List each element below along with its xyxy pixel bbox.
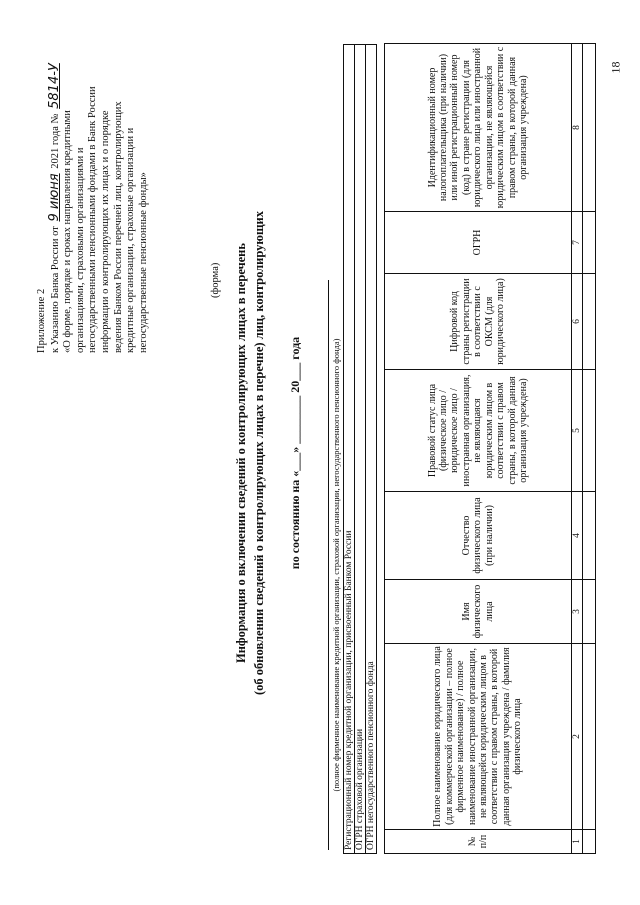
appendix-reference-middle: 2021 года № xyxy=(49,113,61,169)
header-cell: Цифровой код страны регистрации в соответствии с ОКСМ (для юридического лица) xyxy=(385,274,572,370)
column-number: 2 xyxy=(572,644,583,830)
date-line: по состоянию на «___» ________ 20___ года xyxy=(288,336,302,570)
header-cell: Имя физического лица xyxy=(385,580,572,644)
appendix-header xyxy=(36,33,150,353)
table-cell xyxy=(583,644,596,830)
handwritten-date: 9 июня xyxy=(46,173,62,222)
appendix-line: ведения Банком России перечней лиц, контролирующих xyxy=(112,101,124,353)
appendix-title: Приложение 2 xyxy=(36,288,47,353)
appendix-line: «О форме, порядке и сроках направления кредитными xyxy=(62,110,74,353)
appendix-line: негосударственными пенсионными фондами в Банк России xyxy=(87,86,99,353)
appendix-line: организациями, страховыми организациями и xyxy=(74,147,86,353)
column-number: 1 xyxy=(572,830,583,854)
appendix-line: кредитные организации, страховые организации и xyxy=(125,127,137,353)
appendix-reference-prefix: к Указанию Банка России от xyxy=(49,226,61,353)
appendix-line: негосударственные пенсионные фонды» xyxy=(137,172,149,353)
header-cell: № п/п xyxy=(385,830,572,854)
page-number: 18 xyxy=(608,61,623,74)
table-cell xyxy=(583,492,596,580)
column-number: 7 xyxy=(572,212,583,274)
controlling-persons-table xyxy=(384,43,596,854)
rotated-form xyxy=(20,28,600,878)
table-cell xyxy=(583,274,596,370)
table-header-row xyxy=(385,44,572,854)
appendix-line: информации о контролирующих их лицах и о порядке xyxy=(99,110,111,353)
header-cell: ОГРН xyxy=(385,212,572,274)
column-number: 3 xyxy=(572,580,583,644)
org-name-line xyxy=(328,280,329,850)
document-subtitle: (об обновлении сведений о контролирующих лицах в перечне) лиц, контролирующих xyxy=(252,211,266,695)
column-number: 8 xyxy=(572,44,583,212)
document-title: Информация о включении сведений о контролирующих лицах в перечень xyxy=(234,243,248,663)
handwritten-number: 5814-У xyxy=(46,63,62,109)
org-row xyxy=(344,45,355,854)
table-cell xyxy=(583,212,596,274)
table-cell xyxy=(583,370,596,492)
appendix-reference xyxy=(46,33,63,353)
header-cell: Идентификационный номер налогоплательщика (при наличии) или иной регистрационный номер (код) в стране регистрации (для юридического лица или иностранной организации, не являющейся юридическим лицом в соответствии с правом страны, в которой данная организация учреждена) xyxy=(385,44,572,212)
org-row-label: Регистрационный номер кредитной организации, присвоенный Банком России xyxy=(344,45,355,854)
org-row xyxy=(366,45,377,854)
header-cell: Полное наименование юридического лица (для коммерческой организации – полное фирменное наименование) / полное наименование иностранной организации, не являющейся юридическим лицом в соответствии с правом страны, в которой данная организация учреждена / фамилия физического лица xyxy=(385,644,572,830)
table-cell xyxy=(583,580,596,644)
column-number: 6 xyxy=(572,274,583,370)
org-name-caption: (полное фирменное наименование кредитной организации, страховой организации, негосударственного пенсионного фонда) xyxy=(331,338,341,792)
header-cell: Правовой статус лица (физическое лицо / юридическое лицо / иностранная организация, не являющаяся юридическим лицом в соответствии с правом страны, в которой данная организация учреждена) xyxy=(385,370,572,492)
table-row xyxy=(583,44,596,854)
org-row xyxy=(355,45,366,854)
org-row-label: ОГРН негосударственного пенсионного фонда xyxy=(366,45,377,854)
table-cell xyxy=(583,44,596,212)
column-number-row xyxy=(572,44,583,854)
org-row-label: ОГРН страховой организации xyxy=(355,45,366,854)
column-number: 5 xyxy=(572,370,583,492)
org-identifiers-table xyxy=(343,44,377,854)
column-number: 4 xyxy=(572,492,583,580)
header-cell: Отчество физического лица (при наличии) xyxy=(385,492,572,580)
table-cell xyxy=(583,830,596,854)
form-label: (форма) xyxy=(210,262,221,298)
